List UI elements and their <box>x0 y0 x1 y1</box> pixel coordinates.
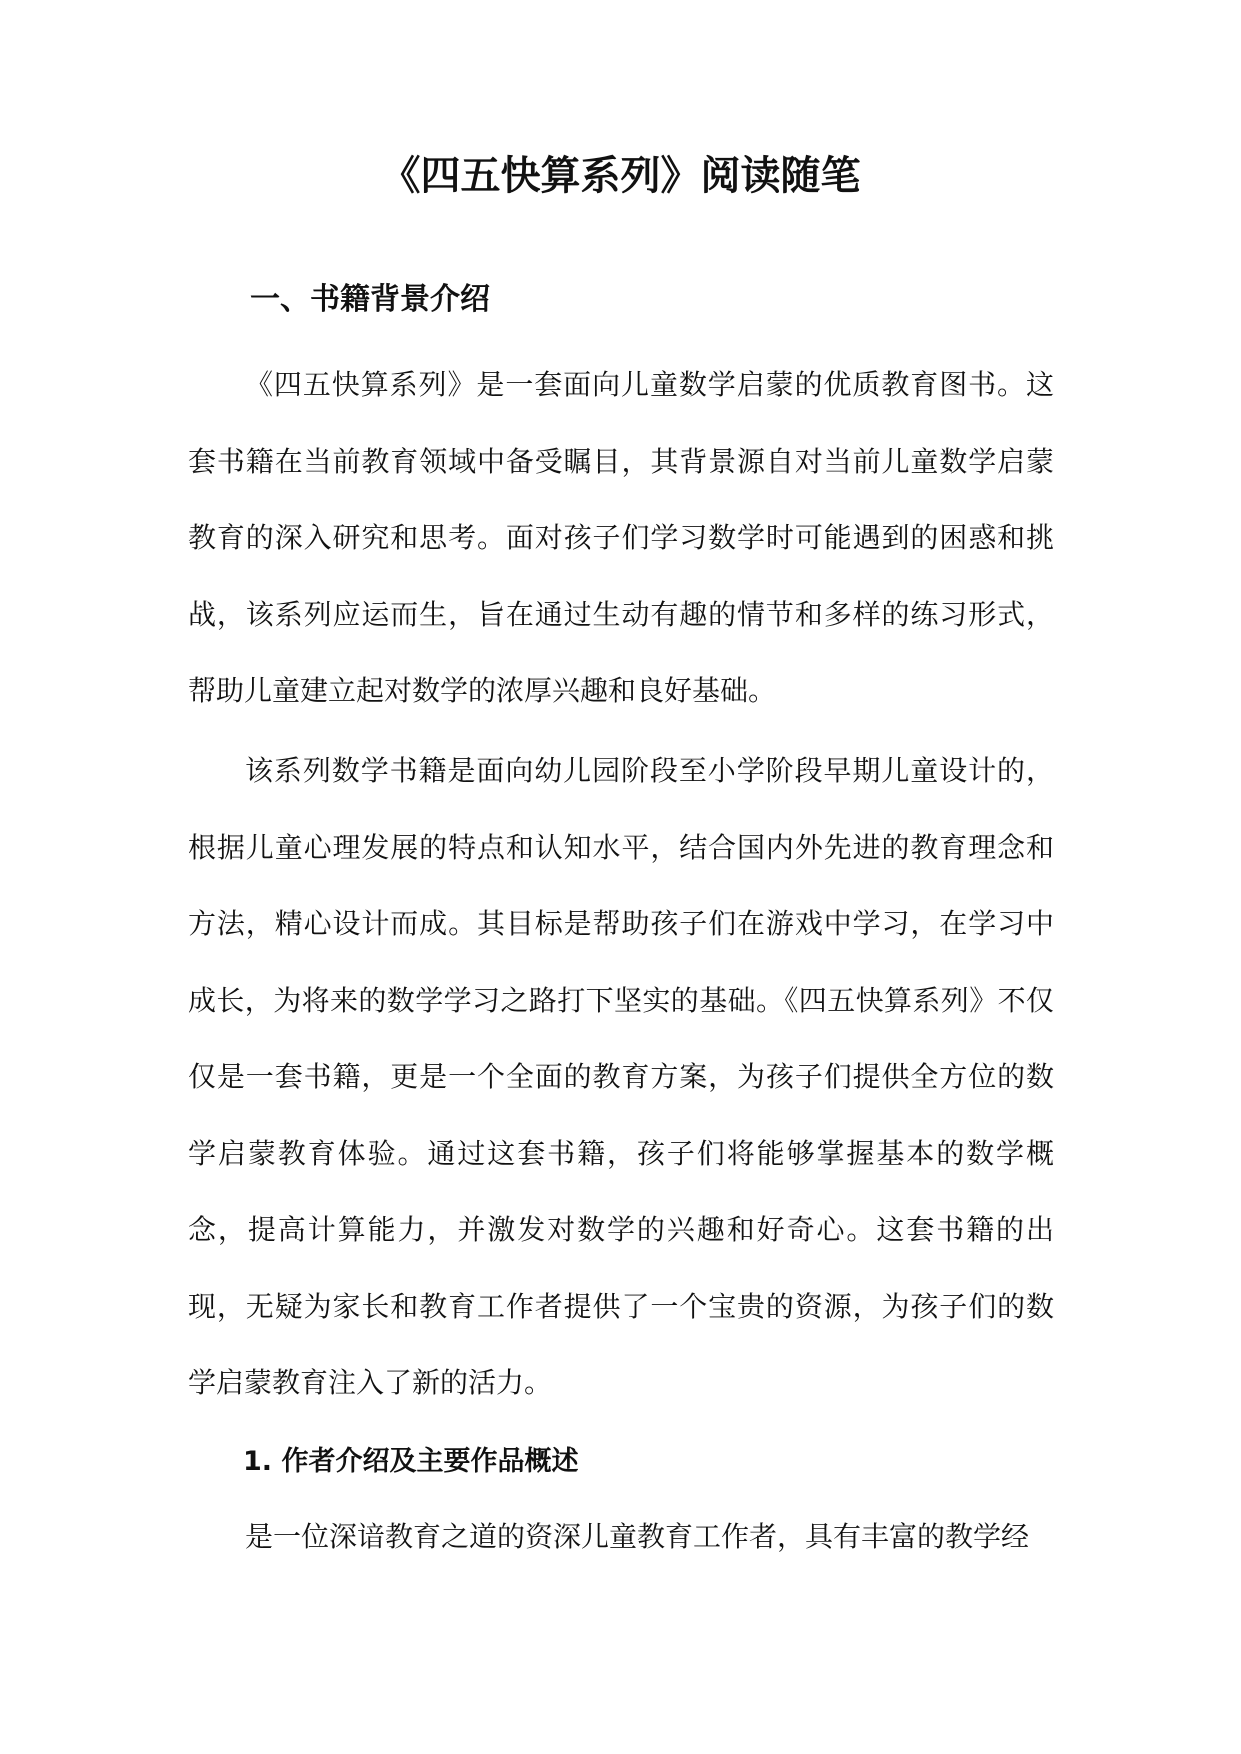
subsection-heading-author: 1. 作者介绍及主要作品概述 <box>243 1446 579 1477</box>
paragraph-1: 《四五快算系列》是一套面向儿童数学启蒙的优质教育图书。这套书籍在当前教育领域中备受瞩目，其背景源自对当前儿童数学启蒙教育的深入研究和思考。面对孩子们学习数学时可能遇到的困惑和挑战，该系列应运而生，旨在通过生动有趣的情节和多样的练习形式，帮助儿童建立起对数学的浓厚兴趣和良好基础。 <box>188 368 1054 707</box>
section-heading-background: 一、书籍背景介绍 <box>250 282 490 317</box>
document-title: 《四五快算系列》阅读随笔 <box>380 153 861 199</box>
paragraph-2: 该系列数学书籍是面向幼儿园阶段至小学阶段早期儿童设计的，根据儿童心理发展的特点和认知水平，结合国内外先进的教育理念和方法，精心设计而成。其目标是帮助孩子们在游戏中学习，在学习中成长，为将来的数学学习之路打下坚实的基础。《四五快算系列》不仅仅是一套书籍，更是一个全面的教育方案，为孩子们提供全方位的数学启蒙教育体验。通过这套书籍，孩子们将能够掌握基本的数学概念，提高计算能力，并激发对数学的兴趣和好奇心。这套书籍的出现，无疑为家长和教育工作者提供了一个宝贵的资源，为孩子们的数学启蒙教育注入了新的活力。 <box>188 754 1054 1399</box>
paragraph-3: 是一位深谙教育之道的资深儿童教育工作者，具有丰富的教学经 <box>245 1520 1030 1553</box>
